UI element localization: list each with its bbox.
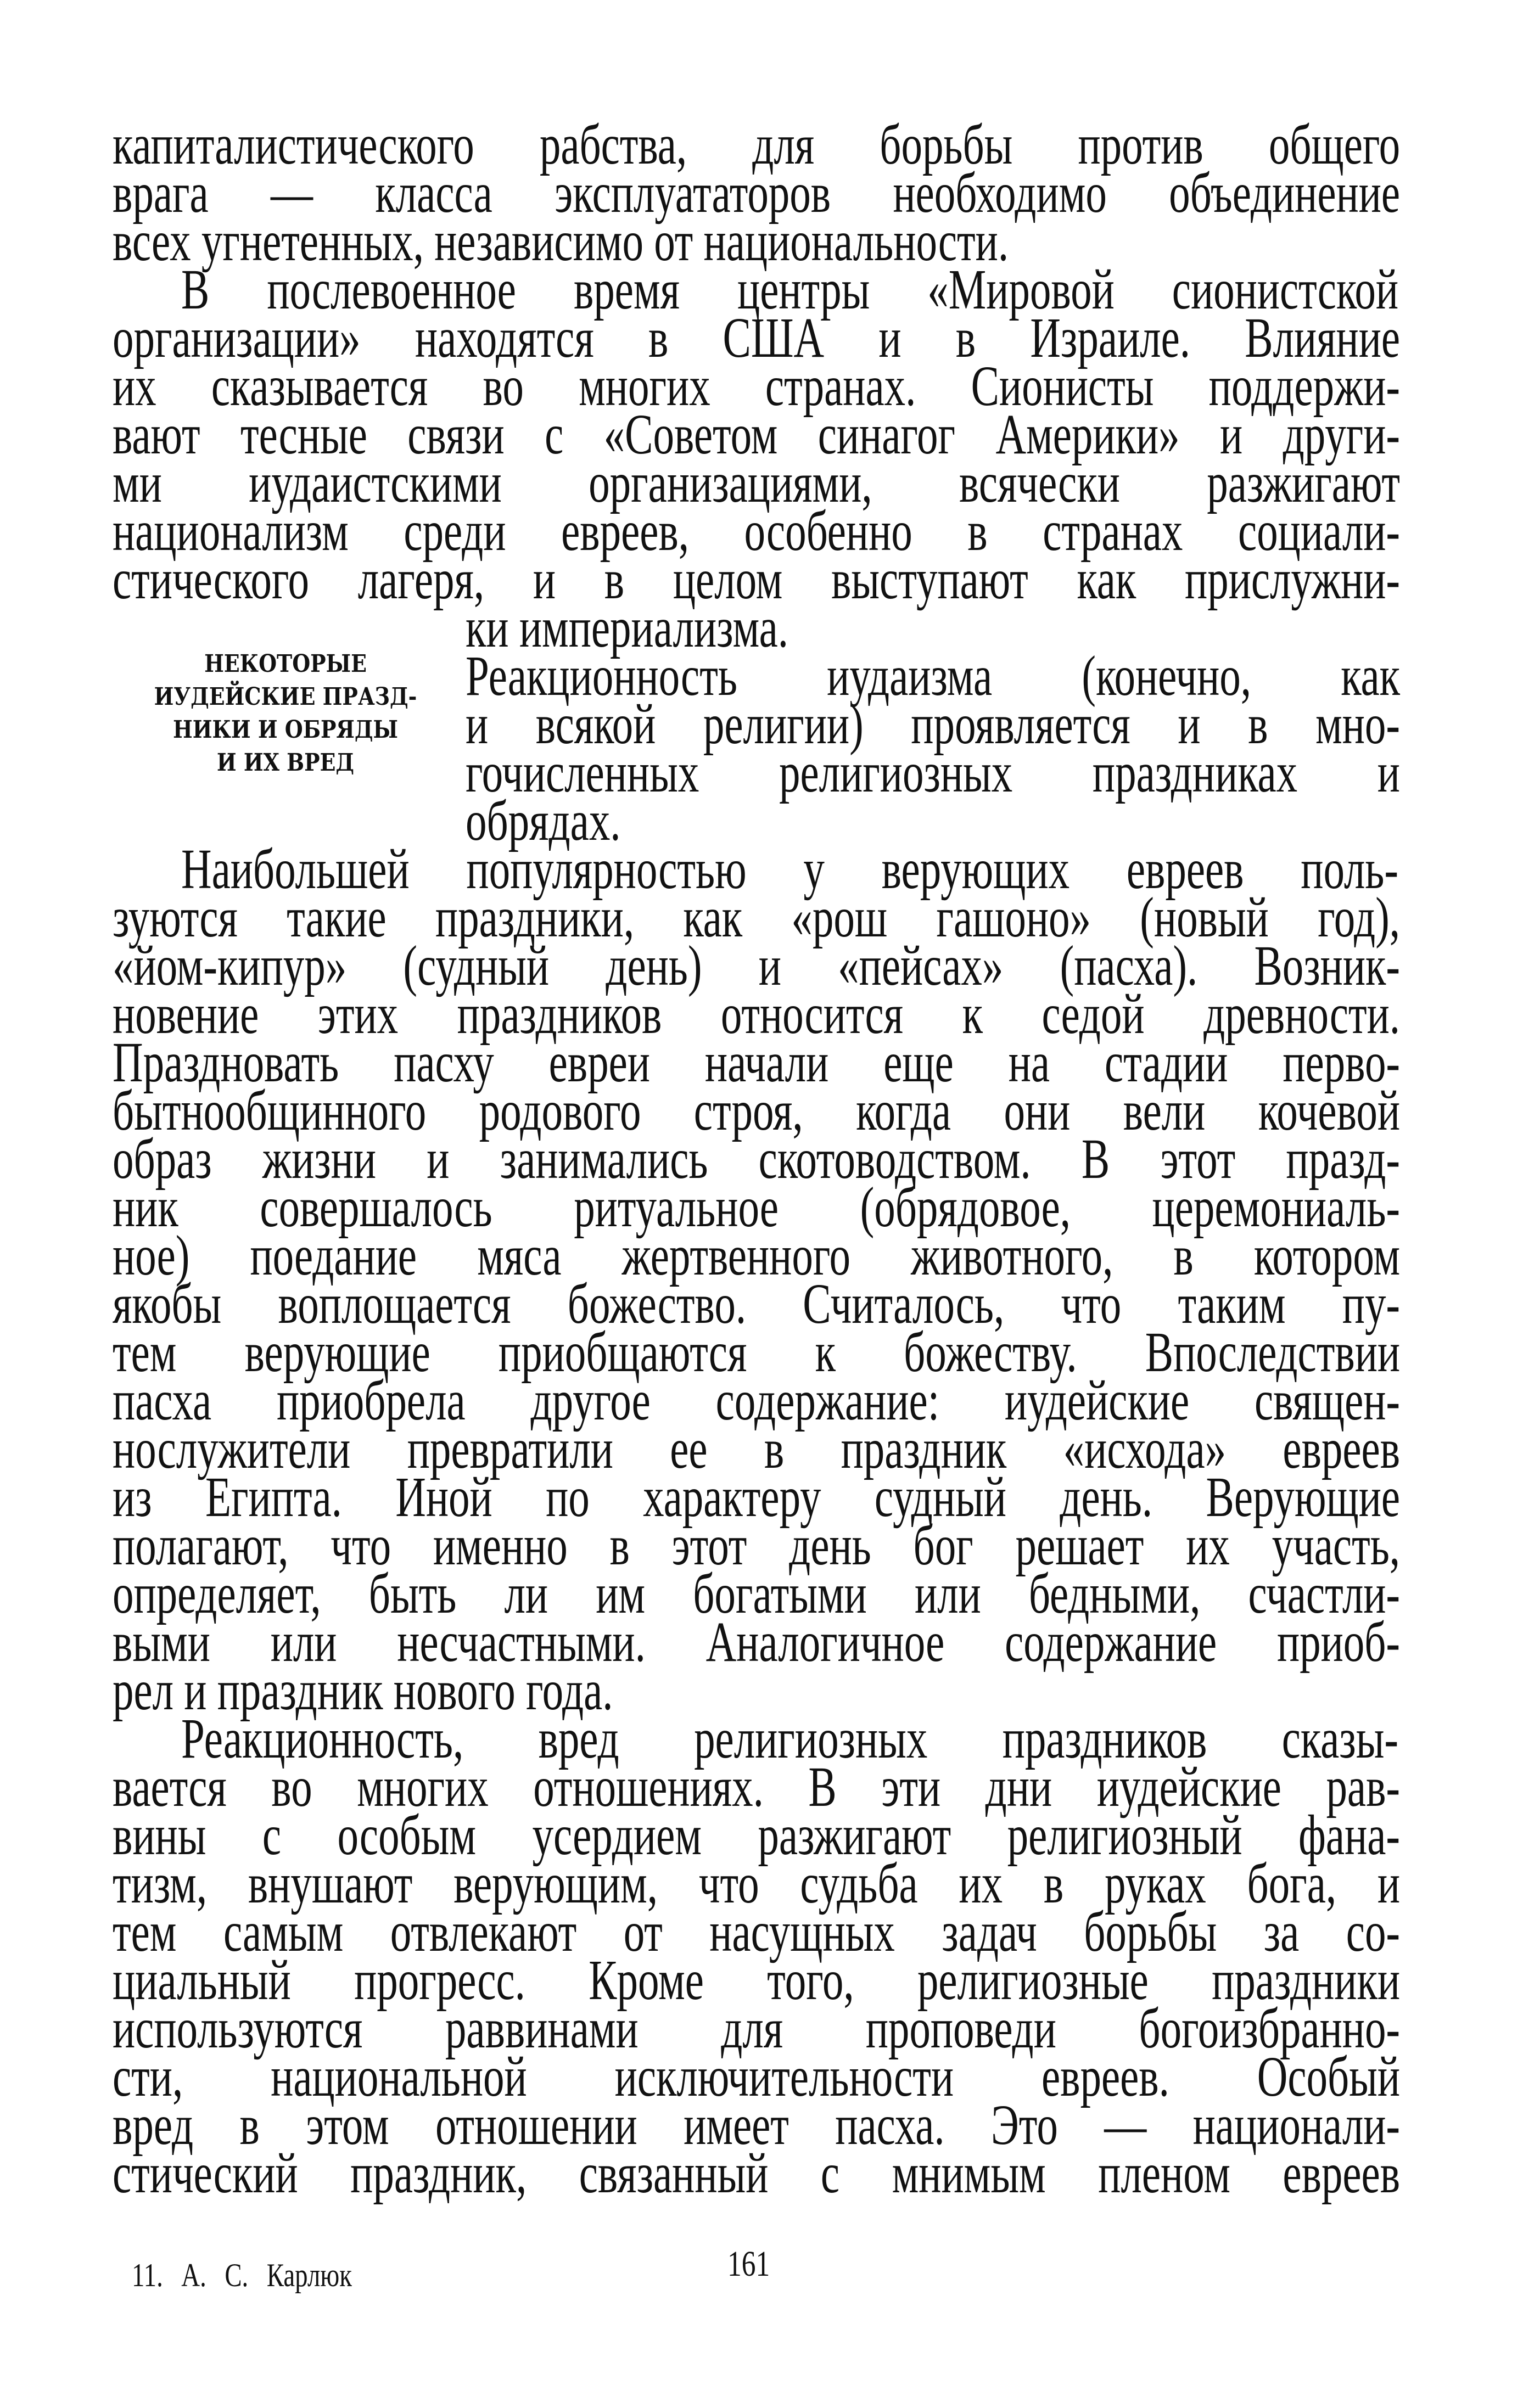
text-line: В послевоенное время центры «Мировой сионистской <box>181 258 1399 321</box>
text-line: нослужители превратили ее в праздник «исхода» евреев <box>113 1417 1401 1480</box>
text-line: сти, национальной исключительности евреев. Особый <box>113 2045 1401 2108</box>
side-heading-line: И ИХ ВРЕД <box>216 749 355 777</box>
footer-signature: 11. А. С. Карлюк <box>132 2257 352 2293</box>
text-line: выми или несчастными. Аналогичное содержание приоб- <box>113 1610 1401 1674</box>
side-heading-line: НЕКОТОРЫЕ <box>204 650 367 678</box>
text-line: их сказывается во многих странах. Сионисты поддержи- <box>113 355 1401 418</box>
text-line: ник совершалось ритуальное (обрядовое, церемониаль- <box>113 1176 1401 1239</box>
text-line: национализм среди евреев, особенно в странах социали- <box>113 499 1401 563</box>
text-line: стического лагеря, и в целом выступают как прислужни- <box>113 548 1401 611</box>
text-line: новение этих праздников относится к седой древности. <box>113 983 1401 1046</box>
text-line: тем верующие приобщаются к божеству. Впоследствии <box>113 1321 1401 1384</box>
text-line: пасха приобрела другое содержание: иудейские священ- <box>113 1369 1401 1432</box>
text-line: рел и праздник нового года. <box>113 1659 613 1722</box>
text-line: из Египта. Иной по характеру судный день. Верующие <box>113 1466 1401 1529</box>
text-line: зуются такие праздники, как «рош гашоно» (новый год), <box>113 886 1401 949</box>
text-line: бытнообщинного родового строя, когда они вели кочевой <box>113 1079 1401 1142</box>
text-line: якобы воплощается божество. Считалось, что таким пу- <box>113 1272 1401 1335</box>
text-line: Праздновать пасху евреи начали еще на стадии перво- <box>113 1031 1401 1094</box>
text-line: полагают, что именно в этот день бог решает их участь, <box>113 1514 1401 1577</box>
text-line: обрядах. <box>466 789 621 852</box>
text-line: «йом-кипур» (судный день) и «пейсах» (пасха). Возник- <box>113 934 1401 997</box>
section-side-heading <box>110 648 461 779</box>
text-line: и всякой религии) проявляется и в мно- <box>466 693 1400 756</box>
text-line: организации» находятся в США и в Израиле. Влияние <box>113 306 1401 369</box>
text-line: циальный прогресс. Кроме того, религиозные праздники <box>113 1949 1401 2012</box>
text-line: Реакционность, вред религиозных праздников сказы- <box>181 1707 1399 1770</box>
text-line: вают тесные связи с «Советом синагог Америки» и други- <box>113 403 1401 466</box>
text-line: ки империализма. <box>466 596 789 659</box>
text-line: используются раввинами для проповеди богоизбранно- <box>113 1997 1401 2060</box>
text-line: определяет, быть ли им богатыми или бедными, счастли- <box>113 1562 1401 1625</box>
text-line: стический праздник, связанный с мнимым пленом евреев <box>113 2142 1401 2205</box>
text-line: Реакционность иудаизма (конечно, как <box>466 644 1400 708</box>
text-line: вается во многих отношениях. В эти дни иудейские рав- <box>113 1755 1401 1818</box>
text-line: образ жизни и занимались скотоводством. В этот празд- <box>113 1127 1401 1191</box>
text-line: вины с особым усердием разжигают религиозный фана- <box>113 1804 1401 1867</box>
text-line: ное) поедание мяса жертвенного животного, в котором <box>113 1224 1401 1287</box>
text-line: тем самым отвлекают от насущных задач борьбы за со- <box>113 1900 1401 1963</box>
side-heading-line: НИКИ И ОБРЯДЫ <box>172 716 399 744</box>
text-line: врага — класса эксплуататоров необходимо объединение <box>113 161 1401 224</box>
text-line: вред в этом отношении имеет пасха. Это — национали- <box>113 2093 1401 2157</box>
side-heading-line: ИУДЕЙСКИЕ ПРАЗД- <box>154 683 417 711</box>
text-line: Наибольшей популярностью у верующих евреев поль- <box>181 838 1399 901</box>
text-line: всех угнетенных, независимо от национальности. <box>113 210 1009 273</box>
text-line: гочисленных религиозных праздниках и <box>466 741 1400 804</box>
text-line: тизм, внушают верующим, что судьба их в руках бога, и <box>113 1852 1401 1915</box>
page-number: 161 <box>727 2244 770 2284</box>
text-line: капиталистического рабства, для борьбы против общего <box>113 113 1401 176</box>
text-line: ми иудаистскими организациями, всячески разжигают <box>113 451 1401 514</box>
